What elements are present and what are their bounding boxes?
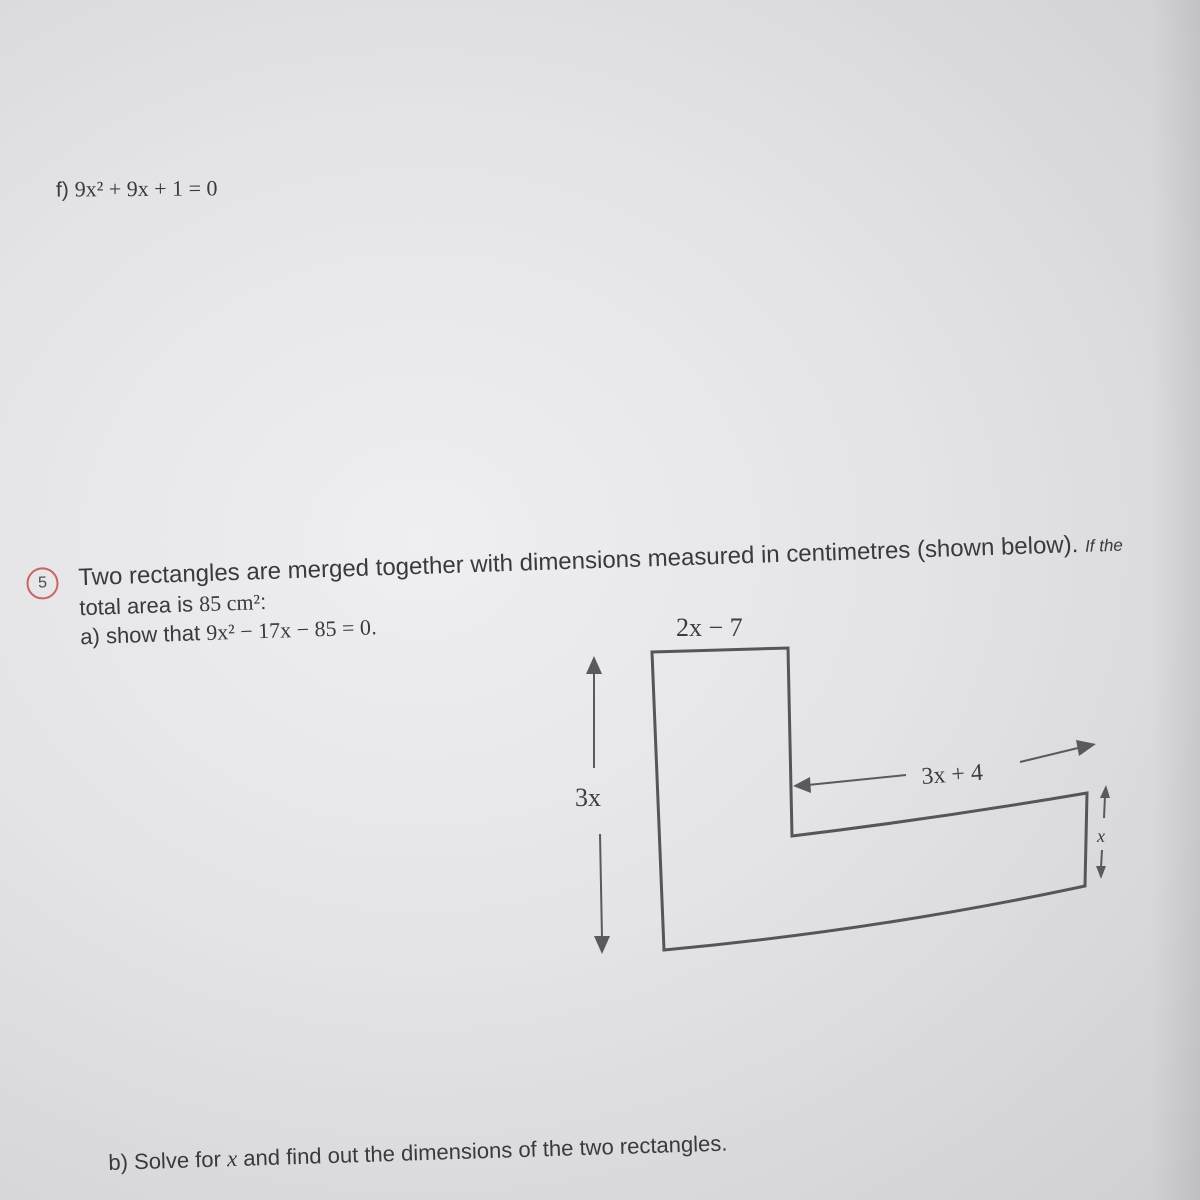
question-number-badge: 5 xyxy=(26,567,59,600)
part-f-equation: 9x² + 9x + 1 = 0 xyxy=(74,175,218,202)
total-area-prefix: total area is xyxy=(78,591,194,621)
part-a-suffix: . xyxy=(370,614,378,640)
length-label: 3x + 4 xyxy=(920,759,984,790)
part-a-equation: 9x² − 17x − 85 = 0 xyxy=(205,614,372,646)
part-a-prefix: a) show that xyxy=(79,620,201,650)
part-b-prefix: b) Solve for xyxy=(108,1146,222,1175)
total-area-value: 85 cm² xyxy=(198,589,261,617)
question-5-text-tail: If the xyxy=(1084,535,1124,556)
small-height-label: x xyxy=(1097,826,1105,846)
height-label: 3x xyxy=(575,783,601,812)
total-area-suffix: : xyxy=(259,589,267,615)
part-b-variable: x xyxy=(226,1145,238,1172)
question-5-text: Two rectangles are merged together with dimensions measured in centimetres (shown below). xyxy=(77,531,1079,592)
part-b-suffix: and find out the dimensions of the two rectangles. xyxy=(242,1130,728,1171)
top-width-label: 2x − 7 xyxy=(676,613,743,642)
part-f-label: f) xyxy=(55,178,69,202)
l-shape-outline xyxy=(652,648,1087,950)
